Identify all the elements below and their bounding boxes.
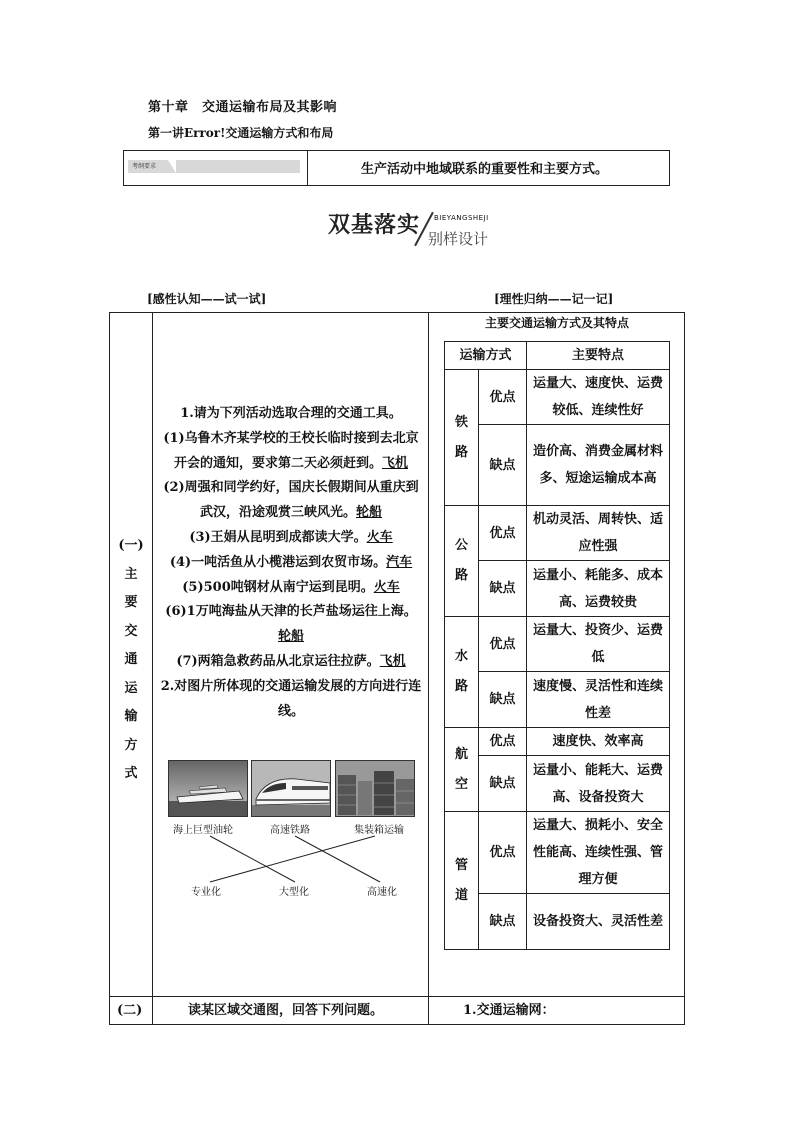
mode-cell: 航空 bbox=[445, 728, 479, 812]
table-row bbox=[445, 672, 670, 728]
left-header: [感性认知——试一试] bbox=[147, 292, 267, 306]
trend-label: 高速化 bbox=[367, 887, 397, 898]
mode-cell: 水路 bbox=[445, 617, 479, 728]
q1-answer: 轮船 bbox=[277, 629, 304, 645]
pros-cell: 运量大、速度快、运费较低、连续性好 bbox=[527, 370, 670, 425]
mode-cell: 管道 bbox=[445, 812, 479, 950]
col-feature-header: 主要特点 bbox=[527, 342, 670, 370]
pros-cell: 机动灵活、周转快、适应性强 bbox=[527, 506, 670, 561]
table-row bbox=[445, 812, 670, 894]
q1-answer: 轮船 bbox=[356, 505, 383, 521]
oil-tanker-image bbox=[168, 760, 248, 817]
high-speed-train-image bbox=[251, 760, 331, 817]
q2-intro: 2.对图片所体现的交通运输发展的方向进行连线。 bbox=[160, 678, 422, 719]
pros-label: 优点 bbox=[479, 728, 527, 756]
banner-sub: 别样设计 bbox=[428, 230, 489, 248]
section1-char: 方 bbox=[124, 737, 138, 753]
pros-label: 优点 bbox=[479, 812, 527, 894]
cons-cell: 设备投资大、灵活性差 bbox=[527, 894, 670, 950]
section1-char: 式 bbox=[124, 766, 138, 781]
section1-char: 交 bbox=[124, 623, 138, 639]
requirement-divider bbox=[307, 151, 308, 185]
cons-label: 缺点 bbox=[479, 672, 527, 728]
cons-label: 缺点 bbox=[479, 561, 527, 617]
table-row bbox=[445, 728, 670, 756]
q1-item: (4)一吨活鱼从小榄港运到农贸市场。汽车 bbox=[169, 554, 413, 570]
transport-features-table bbox=[444, 341, 670, 950]
mode-cell: 铁路 bbox=[445, 370, 479, 506]
pros-label: 优点 bbox=[479, 617, 527, 672]
cons-label: 缺点 bbox=[479, 894, 527, 950]
frame-row-divider bbox=[110, 996, 684, 997]
table-row bbox=[445, 756, 670, 812]
banner-main: 双基落实 bbox=[328, 213, 421, 238]
section1-char: 主 bbox=[124, 566, 138, 582]
match-line bbox=[295, 836, 380, 882]
cons-cell: 运量小、耗能多、成本高、运费较贵 bbox=[527, 561, 670, 617]
image-label-tanker: 海上巨型油轮 bbox=[173, 825, 233, 836]
q1-item: (2)周强和同学约好，国庆长假期间从重庆到武汉，沿途观赏三峡风光。轮船 bbox=[163, 480, 419, 521]
section2-label: (二) bbox=[117, 1003, 143, 1018]
section2-right-text: 1.交通运输网： bbox=[463, 1003, 555, 1018]
frame-divider-1 bbox=[152, 313, 153, 1024]
col-mode-header: 运输方式 bbox=[445, 342, 527, 370]
banner-pinyin: BIEYANGSHEJI bbox=[434, 214, 489, 222]
section2-left-text: 读某区域交通图，回答下列问题。 bbox=[188, 1003, 384, 1018]
mode-cell: 公路 bbox=[445, 506, 479, 617]
table-title: 主要交通运输方式及其特点 bbox=[484, 316, 629, 330]
q1-item: (5)500吨钢材从南宁运到昆明。火车 bbox=[182, 579, 400, 595]
match-line bbox=[210, 836, 375, 882]
match-line bbox=[210, 836, 295, 882]
image-label-container: 集装箱运输 bbox=[354, 825, 404, 836]
requirement-box bbox=[123, 150, 670, 186]
section1-char: 要 bbox=[124, 595, 138, 610]
q1-answer: 飞机 bbox=[379, 653, 406, 669]
container-transport-image bbox=[335, 760, 415, 817]
q1-answer: 飞机 bbox=[382, 455, 409, 471]
table-row bbox=[445, 894, 670, 950]
trend-label: 专业化 bbox=[191, 887, 221, 898]
q1-item: (1)乌鲁木齐某学校的王校长临时接到去北京开会的通知，要求第二天必须赶到。飞机 bbox=[163, 430, 419, 471]
table-row bbox=[445, 370, 670, 425]
section1-char: 运 bbox=[124, 680, 138, 696]
section-banner bbox=[320, 206, 500, 256]
q1-intro: 1.请为下列活动选取合理的交通工具。 bbox=[180, 406, 402, 421]
q1-answer: 火车 bbox=[366, 529, 393, 545]
cons-cell: 运量小、能耗大、运费高、设备投资大 bbox=[527, 756, 670, 812]
pros-cell: 运量大、投资少、运费低 bbox=[527, 617, 670, 672]
frame-divider-2 bbox=[428, 313, 429, 1024]
requirement-text: 生产活动中地域联系的重要性和主要方式。 bbox=[361, 162, 609, 177]
pros-label: 优点 bbox=[479, 506, 527, 561]
table-row bbox=[445, 617, 670, 672]
cons-cell: 造价高、消费金属材料多、短途运输成本高 bbox=[527, 425, 670, 506]
q1-item: (7)两箱急救药品从北京运往拉萨。飞机 bbox=[176, 653, 406, 669]
chapter-title: 第十章 交通运输布局及其影响 bbox=[148, 100, 338, 115]
section1-label bbox=[113, 532, 149, 789]
table-row bbox=[445, 561, 670, 617]
q1-answer: 汽车 bbox=[386, 554, 413, 570]
table-header-row bbox=[445, 342, 670, 370]
matching-lines bbox=[160, 830, 420, 890]
pros-label: 优点 bbox=[479, 370, 527, 425]
section1-char: 输 bbox=[124, 709, 138, 724]
table-row bbox=[445, 425, 670, 506]
trend-label: 大型化 bbox=[279, 887, 309, 898]
image-label-railway: 高速铁路 bbox=[270, 825, 310, 836]
right-header: [理性归纳——记一记] bbox=[494, 292, 614, 306]
q1-answer: 火车 bbox=[373, 579, 400, 595]
section1-char: 通 bbox=[124, 652, 138, 667]
section1-char: (一) bbox=[118, 538, 144, 553]
cons-cell: 速度慢、灵活性和连续性差 bbox=[527, 672, 670, 728]
lesson-title: 第一讲Error!交通运输方式和布局 bbox=[148, 126, 334, 140]
q1-item: (3)王娟从昆明到成都读大学。火车 bbox=[189, 529, 393, 545]
pros-cell: 速度快、效率高 bbox=[527, 728, 670, 756]
requirement-label: 考纲要求 bbox=[128, 160, 300, 173]
exercise-content bbox=[160, 402, 422, 724]
q1-item: (6)1万吨海盐从天津的长芦盐场运往上海。轮船 bbox=[165, 604, 417, 645]
cons-label: 缺点 bbox=[479, 756, 527, 812]
table-row bbox=[445, 506, 670, 561]
cons-label: 缺点 bbox=[479, 425, 527, 506]
pros-cell: 运量大、损耗小、安全性能高、连续性强、管理方便 bbox=[527, 812, 670, 894]
